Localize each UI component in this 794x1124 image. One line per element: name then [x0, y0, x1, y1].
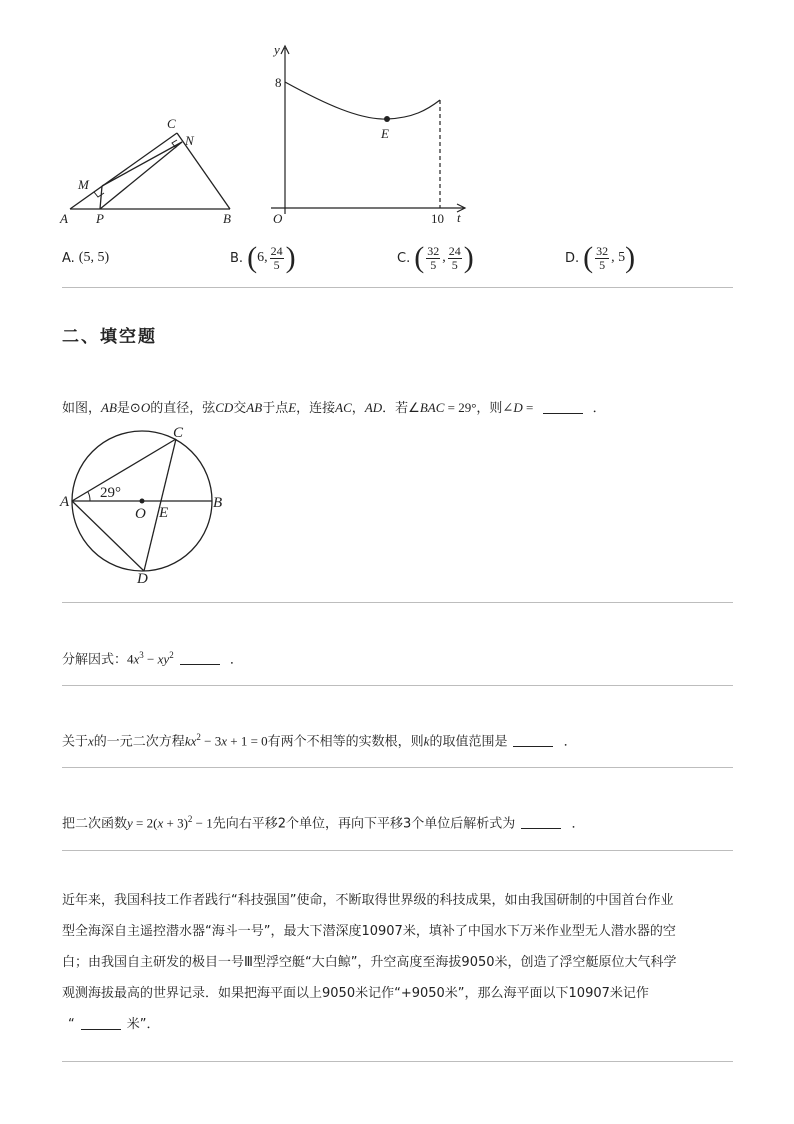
- label-a: A: [60, 211, 68, 226]
- divider: [62, 287, 733, 288]
- option-a-letter: A.: [62, 250, 75, 266]
- divider: [62, 767, 733, 768]
- question-5-line-1: 近年来，我国科技工作者践行“科技强国”使命，不断取得世界级的科技成果，如由我国研制的中国首台作业: [62, 893, 674, 908]
- circle-label-d: D: [137, 571, 148, 587]
- label-b: B: [223, 211, 231, 226]
- y-tick-8: 8: [275, 75, 282, 90]
- circle-label-e: E: [159, 505, 169, 521]
- x-tick-10: 10: [431, 211, 444, 226]
- option-b-letter: B.: [230, 250, 244, 266]
- origin-label: O: [273, 211, 283, 226]
- question-2-text: 分解因式：$4x^3 - xy^2$ ．: [62, 650, 243, 668]
- segment-mn: [102, 142, 182, 186]
- circle-figure: [58, 420, 238, 590]
- segment-ac: [70, 133, 177, 209]
- angle-label: 29°: [100, 485, 121, 501]
- option-b-fraction: $\frac{24}{5}$: [270, 243, 283, 272]
- option-c-fraction-1: $\frac{32}{5}$: [427, 243, 440, 272]
- segment-mp: [100, 186, 102, 209]
- option-d-fraction: $\frac{32}{5}$: [596, 243, 609, 272]
- option-b[interactable]: B. ( 6, $\frac{24}{5}$ ): [230, 241, 296, 274]
- question-5-line-2: 型全海深自主遥控潜水器“海斗一号”，最大下潜深度10907米，填补了中国水下万米作业型无人潜水器的空: [62, 924, 676, 939]
- answer-blank-1[interactable]: [543, 413, 583, 414]
- chord-ac: [72, 439, 176, 501]
- answer-blank-5[interactable]: [81, 1029, 121, 1030]
- question-5-line-5: “ 米”．: [68, 1017, 160, 1032]
- segment-pn: [100, 142, 182, 209]
- option-d-post: , 5: [611, 250, 626, 265]
- point-e: [384, 116, 390, 122]
- section-title: 二、填空题: [62, 327, 157, 347]
- divider: [62, 685, 733, 686]
- label-p: P: [96, 211, 104, 226]
- right-angle-m: [94, 192, 104, 197]
- triangle-figure: [58, 112, 248, 232]
- question-5-line-3: 白；由我国自主研发的极目一号Ⅲ型浮空艇“大白鲸”，升空高度至海拔9050米，创造了浮空艇原位大气科学: [62, 955, 677, 970]
- circle-label-b: B: [213, 495, 223, 511]
- function-graph: [265, 42, 480, 232]
- option-c-letter: C.: [397, 250, 411, 266]
- option-b-pre: 6,: [257, 250, 268, 265]
- question-5-text: [62, 885, 742, 1040]
- point-e-label: E: [381, 126, 389, 141]
- question-5-line-4: 观测海拔最高的世界记录．如果把海平面以上9050米记作“+9050米”，那么海平面以下10907米记作: [62, 986, 649, 1001]
- answer-blank-2[interactable]: [180, 664, 220, 665]
- option-a[interactable]: [62, 240, 109, 276]
- angle-arc: [88, 492, 90, 501]
- chord-ad: [72, 501, 144, 571]
- option-a-value: (5, 5): [78, 250, 110, 265]
- center-o: [140, 499, 145, 504]
- divider: [62, 602, 733, 603]
- option-d-letter: D.: [565, 250, 580, 266]
- question-3-text: 关于x的一元二次方程$kx^2 - 3x + 1 = 0$有两个不相等的实数根，则k的取值范围是 ．: [62, 732, 577, 750]
- y-axis-label: y: [274, 42, 280, 57]
- divider: [62, 1061, 733, 1062]
- question-1-text: 如图，AB是⊙O的直径，弦CD交AB于点E，连接AC，AD．若∠BAC = 29°，则∠D = ．: [62, 400, 606, 416]
- circle-label-a: A: [60, 494, 70, 510]
- answer-blank-3[interactable]: [513, 746, 553, 747]
- circle-label-o: O: [135, 506, 146, 522]
- option-c[interactable]: C. ( $\frac{32}{5}$ , $\frac{24}{5}$ ): [397, 241, 474, 274]
- answer-blank-4[interactable]: [521, 828, 561, 829]
- label-n: N: [185, 133, 194, 148]
- option-d[interactable]: D. ( $\frac{32}{5}$ , 5 ): [565, 241, 636, 274]
- question-4-text: 把二次函数$y = 2(x + 3)^2 - 1$先向右平移2个单位，再向下平移3个单位后解析式为 ．: [62, 814, 585, 832]
- circle-label-c: C: [173, 425, 184, 441]
- label-m: M: [78, 177, 89, 192]
- option-c-fraction-2: $\frac{24}{5}$: [448, 243, 461, 272]
- divider: [62, 850, 733, 851]
- label-c: C: [167, 116, 176, 131]
- curve: [285, 82, 440, 119]
- x-axis-label: t: [457, 210, 461, 225]
